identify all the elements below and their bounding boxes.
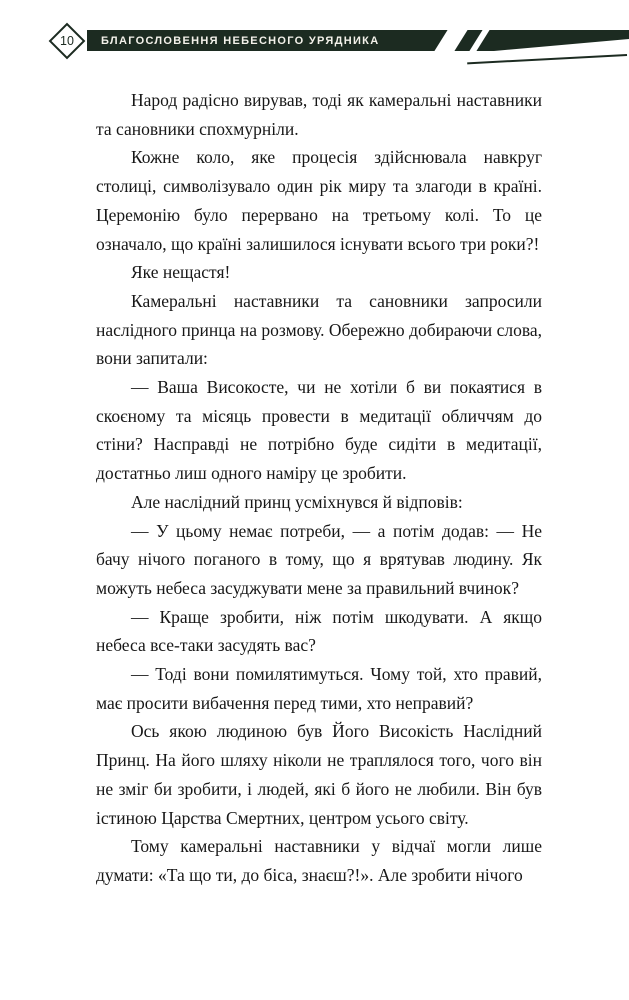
paragraph: Народ радісно вирував, тоді як камеральні наставники та сановники спохмурніли. bbox=[96, 90, 542, 139]
banner-slash-decoration bbox=[433, 27, 470, 54]
paragraph: — Краще зробити, ніж потім шкодувати. А якщо небеса все-таки засудять вас? bbox=[96, 606, 542, 656]
paragraph: — Ваша Високосте, чи не хотіли б ви покаятися в скоєному та місяць провести в медитації обличчям до стіни? Насправді не потрібно буде сидіти в медитації, достатньо лиш одного наміру це зробити. bbox=[96, 377, 542, 484]
paragraph: Камеральні наставники та сановники запросили наслідного принца на розмову. Обережно добираючи слова, вони запитали: bbox=[96, 290, 542, 369]
page-header bbox=[0, 0, 629, 70]
chapter-banner bbox=[87, 30, 629, 51]
paragraph: Кожне коло, яке процесія здійснювала навкруг столиці, символізувало один рік миру та злагоди в країні. Церемонію було перервано на третьому колі. То це означало, що країні залишилося існувати всього три роки?! bbox=[96, 147, 542, 254]
banner-taper-decoration bbox=[483, 39, 629, 52]
banner-line-decoration bbox=[467, 54, 627, 64]
body-text bbox=[96, 86, 542, 890]
banner-slash-decoration-thin bbox=[468, 27, 492, 54]
chapter-title: БЛАГОСЛОВЕННЯ НЕБЕСНОГО УРЯДНИКА bbox=[101, 34, 380, 47]
paragraph: Тому камеральні наставники у відчаї могли лише думати: «Та що ти, до біса, знаєш?!». Але зробити нічого bbox=[96, 836, 542, 885]
paragraph: — У цьому немає потреби, — а потім додав: — Не бачу нічого поганого в тому, що я врятував людину. Як можуть небеса засуджувати мене за правильний вчинок? bbox=[96, 520, 542, 598]
page-number: 10 bbox=[60, 34, 74, 48]
paragraph: Яке нещастя! bbox=[131, 262, 231, 283]
paragraph: Ось якою людиною був Його Високість Наслідний Принц. На його шляху ніколи не траплялося того, чого він не зміг би зробити, і людей, які б його не любили. Він був істиною Царства Смертних, центром усього світу. bbox=[96, 721, 542, 828]
paragraph: Але наслідний принц усміхнувся й відповів: bbox=[131, 491, 463, 512]
paragraph: — Тоді вони помилятимуться. Чому той, хто правий, має просити вибачення перед тими, хто неправий? bbox=[96, 664, 542, 713]
